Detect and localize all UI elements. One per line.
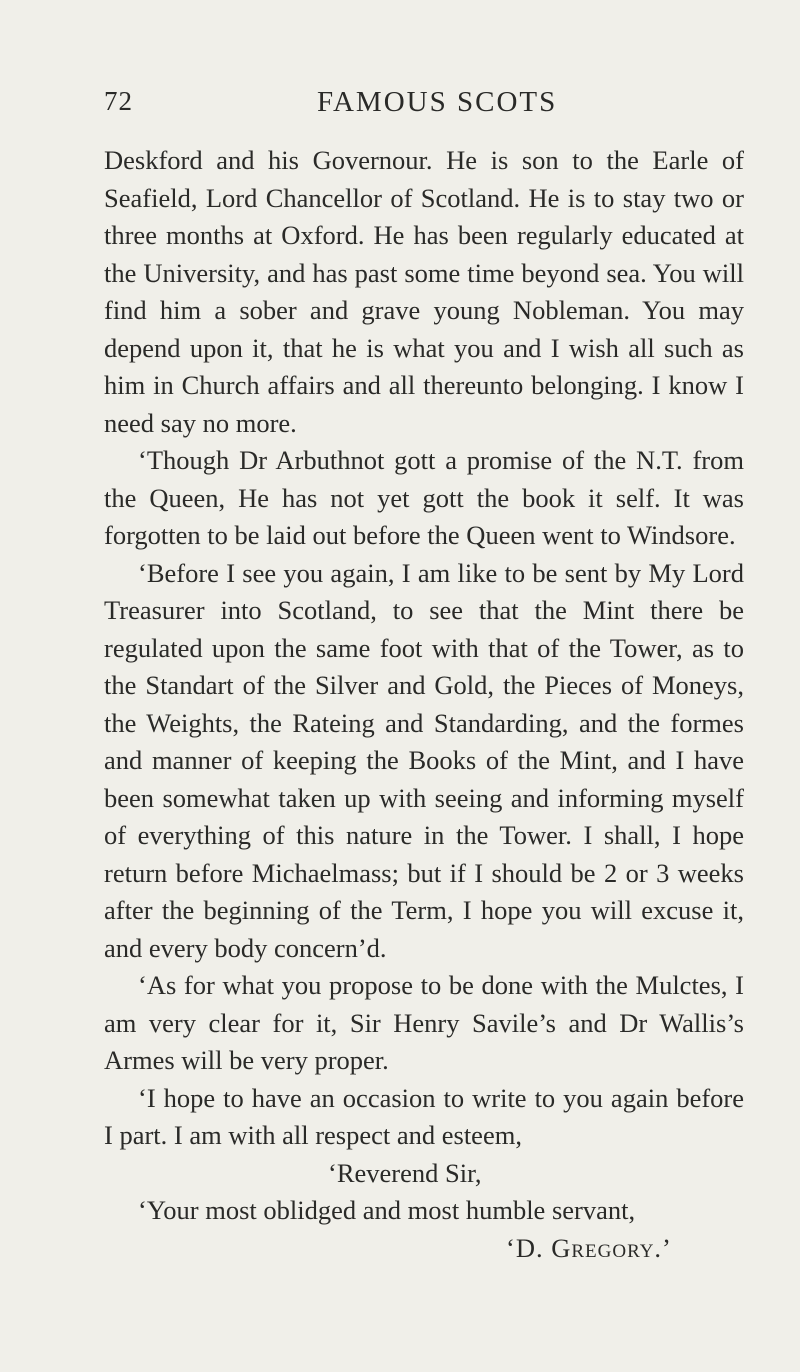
paragraph-4: ‘As for what you propose to be done with the Mulctes, I am very clear for it, Sir Henry Savile’s and Dr Wallis’s Armes will be very proper. bbox=[104, 970, 744, 1075]
letter-salutation: ‘Reverend Sir, bbox=[328, 1157, 482, 1188]
page-number: 72 bbox=[104, 86, 133, 116]
letter-valediction: ‘Your most oblidged and most humble servant, bbox=[138, 1195, 636, 1225]
paragraph-2: ‘Though Dr Arbuthnot gott a promise of the N.T. from the Queen, He has not yet gott the book it self. It was forgotten to be laid out before the Queen went to Windsore. bbox=[104, 445, 744, 550]
paragraph-5: ‘I hope to have an occasion to write to you again before I part. I am with all respect and esteem, bbox=[104, 1082, 744, 1150]
paragraph-3: ‘Before I see you again, I am like to be sent by My Lord Treasurer into Scotland, to see that the Mint there be regulated upon the same foot with that of the Tower, as to the Standart of the Silver and Gold, the Pieces of Moneys, the Weights, the Rateing and Standarding, and the formes and manner of keeping the Books of the Mint, and I have been somewhat taken up with seeing and informing myself of everything of this nature in the Tower. I shall, I hope return before Michaelmass; but if I should be 2 or 3 weeks after the beginning of the Term, I hope you will excuse it, and every body concern’d. bbox=[104, 557, 744, 963]
body-text bbox=[104, 142, 744, 1267]
letter-signature: ‘D. Gregory.’ bbox=[506, 1232, 672, 1263]
page-header bbox=[104, 86, 744, 126]
running-head: FAMOUS SCOTS bbox=[317, 86, 558, 118]
paragraph-1: Deskford and his Governour. He is son to the Earle of Seafield, Lord Chancellor of Scotland. He is to stay two or three months at Oxford. He has been regularly educated at the University, and has past some time beyond sea. You will find him a sober and grave young Nobleman. You may depend upon it, that he is what you and I wish all such as him in Church affairs and all thereunto belonging. I know I need say no more. bbox=[104, 145, 744, 438]
